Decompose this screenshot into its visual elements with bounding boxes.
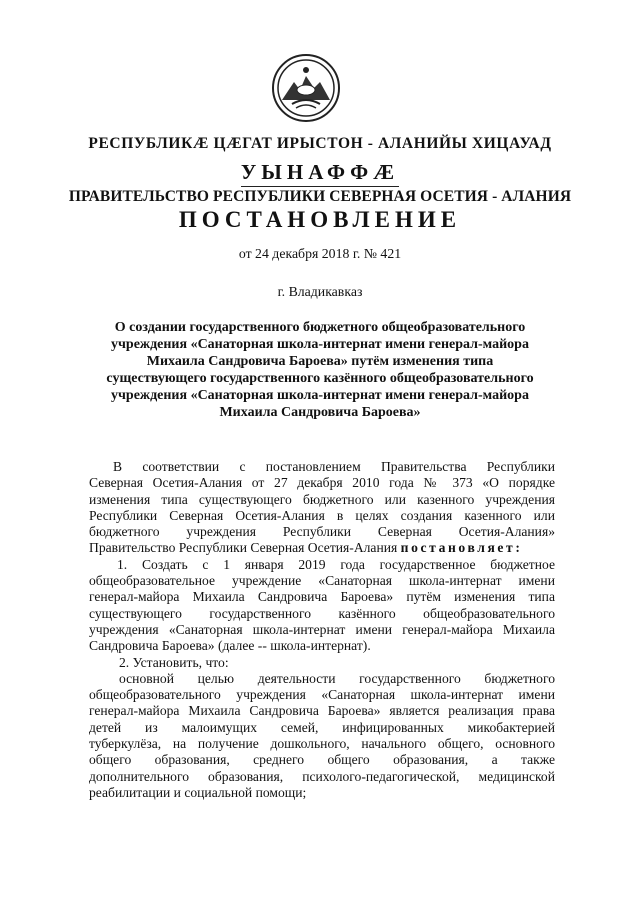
body-line: В соответствии с постановлением Правительства Республики	[113, 459, 555, 474]
body-line: Северная Осетия-Алания от 27 декабря 2010 года № 373 «О порядке	[89, 475, 555, 491]
item2-heading: 2. Установить, что:	[119, 654, 229, 670]
body-line: Республики Северная Осетия-Алания в целях создания казенного или	[89, 507, 555, 523]
body-line: генерал-майора Михаила Сандровича Бароева» является реализация права	[89, 703, 555, 719]
body-line: общего образования, среднего общего образования, а также	[89, 752, 555, 768]
government-russian-line: ПРАВИТЕЛЬСТВО РЕСПУБЛИКИ СЕВЕРНАЯ ОСЕТИЯ - АЛАНИЯ	[68, 188, 572, 205]
coat-of-arms-emblem	[270, 52, 342, 124]
body-line: учреждения «Санаторная школа-интернат имени генерал-майора Михаила	[89, 621, 555, 637]
title-line: учреждения «Санаторная школа-интернат имени генерал-майора	[111, 388, 529, 403]
body-line: бюджетного учреждения Республики Северная Осетия-Алания»	[89, 524, 555, 540]
body-line: изменения типа существующего бюджетного или казенного учреждения	[89, 491, 555, 507]
body-line: общеобразовательное учреждение «Санаторная школа-интернат имени	[89, 573, 555, 589]
title-line: существующего государственного казённого общеобразовательного	[106, 371, 534, 386]
body-line: детей из малоимущих семей, инфицированных микобактерией	[89, 719, 555, 735]
body-line: основной целью деятельности государственного бюджетного	[119, 670, 555, 686]
body-line: 1. Создать с 1 января 2019 года государственное бюджетное	[117, 556, 555, 572]
body-line: дополнительного образования, психолого-педагогической, медицинской	[89, 768, 555, 784]
body-line: реабилитации и социальной помощи;	[89, 784, 307, 800]
body-line: Сандровича Бароева» (далее -- школа-интернат).	[89, 638, 371, 654]
body-line: генерал-майора Михаила Сандровича Бароева» путём изменения типа	[89, 589, 555, 605]
body-line: Правительство Республики Северная Осетия-Алания постановляет:	[89, 540, 523, 556]
body-line: туберкулёза, на получение дошкольного, начального общего, основного	[89, 736, 555, 752]
doc-type-russian: ПОСТАНОВЛЕНИЕ	[178, 207, 462, 232]
date-line: от 24 декабря 2018 г. № 421	[238, 246, 402, 261]
title-line: Михаила Сандровича Бароева»	[219, 405, 421, 420]
decree-word: постановляет:	[400, 540, 523, 556]
republic-ossetian-line: РЕСПУБЛИКӔ ЦӔГАТ ИРЫСТОН - АЛАНИЙЫ ХИЦАУАД	[88, 135, 552, 152]
body-line: общеобразовательного учреждения «Санаторная школа-интернат имени	[89, 687, 555, 703]
title-line: Михаила Сандровича Бароева» путём изменения типа	[146, 354, 494, 369]
title-line: учреждения «Санаторная школа-интернат имени генерал-майора	[111, 337, 529, 352]
title-line: О создании государственного бюджетного общеобразовательного	[114, 320, 526, 335]
decree-body	[89, 459, 555, 801]
doc-type-ossetian: УЫНАФФӔ	[0, 160, 640, 187]
body-line: существующего государственного казённого общеобразовательного	[89, 605, 555, 621]
city-line: г. Владикавказ	[277, 284, 363, 299]
decree-title	[0, 319, 640, 421]
